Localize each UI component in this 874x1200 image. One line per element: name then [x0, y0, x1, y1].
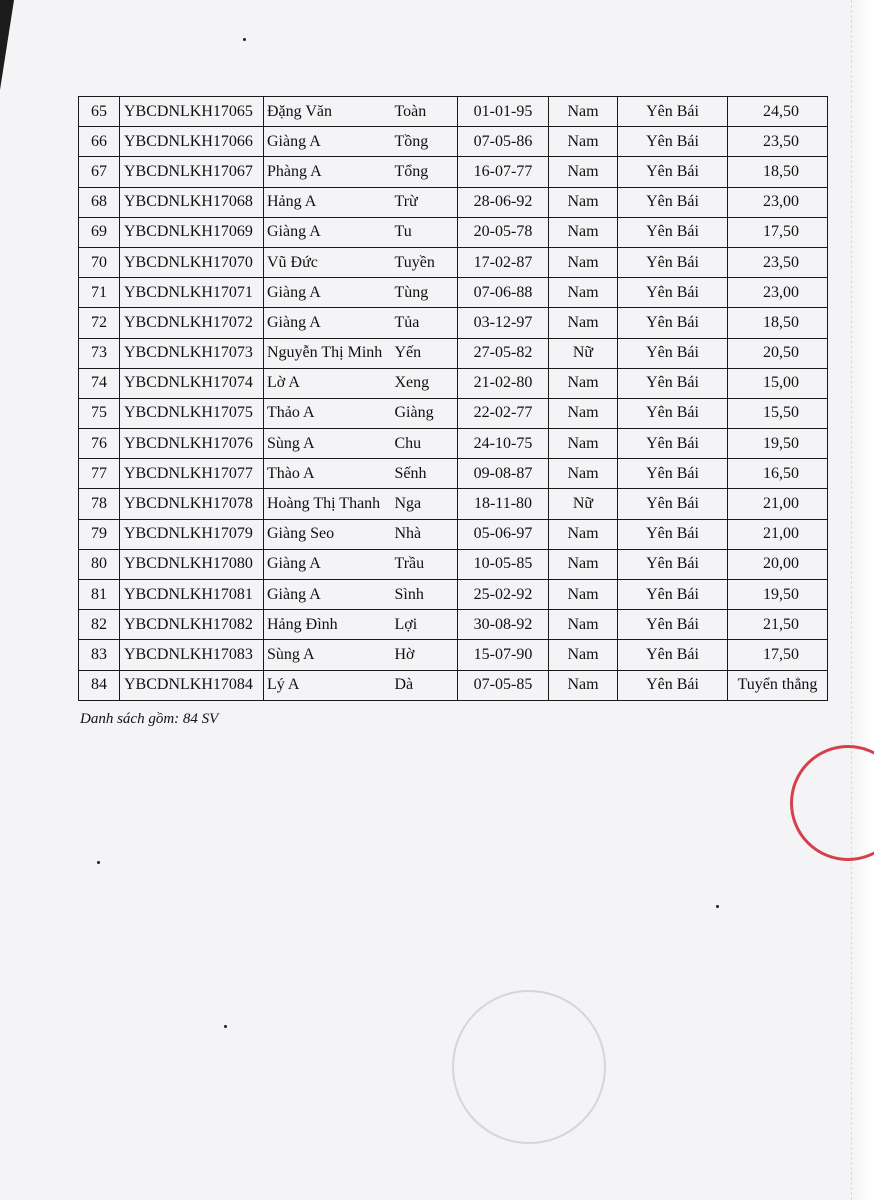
gender-cell: Nam [549, 459, 618, 489]
score-cell: 16,50 [728, 459, 828, 489]
table-row [79, 580, 828, 610]
table-row [79, 429, 828, 459]
score-cell: 23,00 [728, 278, 828, 308]
score-cell: 18,50 [728, 308, 828, 338]
list-summary: Danh sách gồm: 84 SV [80, 711, 219, 727]
score-cell: 20,00 [728, 549, 828, 579]
surname-middle-cell: Hảng Đình [264, 610, 387, 640]
birth-date-cell: 18-11-80 [458, 489, 549, 519]
surname-middle-cell: Sùng A [264, 429, 387, 459]
score-cell: 21,50 [728, 610, 828, 640]
row-number-cell: 71 [79, 278, 120, 308]
province-cell: Yên Bái [618, 187, 728, 217]
given-name-cell: Nhà [387, 519, 458, 549]
surname-middle-cell: Giàng A [264, 217, 387, 247]
gender-cell: Nam [549, 519, 618, 549]
gender-cell: Nam [549, 157, 618, 187]
student-code-cell: YBCDNLKH17069 [120, 217, 264, 247]
table-row [79, 278, 828, 308]
table-row [79, 97, 828, 127]
student-code-cell: YBCDNLKH17074 [120, 368, 264, 398]
student-code-cell: YBCDNLKH17067 [120, 157, 264, 187]
gender-cell: Nam [549, 97, 618, 127]
province-cell: Yên Bái [618, 217, 728, 247]
table-row [79, 217, 828, 247]
student-code-cell: YBCDNLKH17078 [120, 489, 264, 519]
row-number-cell: 69 [79, 217, 120, 247]
score-cell: 23,00 [728, 187, 828, 217]
show-through-seal [452, 990, 606, 1144]
birth-date-cell: 24-10-75 [458, 429, 549, 459]
province-cell: Yên Bái [618, 127, 728, 157]
given-name-cell: Lợi [387, 610, 458, 640]
surname-middle-cell: Đặng Văn [264, 97, 387, 127]
given-name-cell: Tổng [387, 157, 458, 187]
row-number-cell: 76 [79, 429, 120, 459]
table-row [79, 549, 828, 579]
score-cell: 23,50 [728, 247, 828, 277]
row-number-cell: 70 [79, 247, 120, 277]
student-code-cell: YBCDNLKH17071 [120, 278, 264, 308]
surname-middle-cell: Giàng A [264, 308, 387, 338]
birth-date-cell: 03-12-97 [458, 308, 549, 338]
student-code-cell: YBCDNLKH17066 [120, 127, 264, 157]
province-cell: Yên Bái [618, 549, 728, 579]
table-row [79, 308, 828, 338]
student-code-cell: YBCDNLKH17077 [120, 459, 264, 489]
score-cell: 19,50 [728, 429, 828, 459]
province-cell: Yên Bái [618, 278, 728, 308]
surname-middle-cell: Giàng Seo [264, 519, 387, 549]
gender-cell: Nam [549, 187, 618, 217]
given-name-cell: Xeng [387, 368, 458, 398]
given-name-cell: Toàn [387, 97, 458, 127]
gender-cell: Nam [549, 549, 618, 579]
student-code-cell: YBCDNLKH17083 [120, 640, 264, 670]
province-cell: Yên Bái [618, 580, 728, 610]
table-row [79, 127, 828, 157]
table-row [79, 187, 828, 217]
province-cell: Yên Bái [618, 368, 728, 398]
row-number-cell: 83 [79, 640, 120, 670]
folded-corner [0, 0, 14, 90]
student-code-cell: YBCDNLKH17075 [120, 398, 264, 428]
table-row [79, 157, 828, 187]
birth-date-cell: 07-05-85 [458, 670, 549, 700]
surname-middle-cell: Lý A [264, 670, 387, 700]
birth-date-cell: 16-07-77 [458, 157, 549, 187]
surname-middle-cell: Lờ A [264, 368, 387, 398]
student-code-cell: YBCDNLKH17084 [120, 670, 264, 700]
province-cell: Yên Bái [618, 429, 728, 459]
gender-cell: Nam [549, 247, 618, 277]
gender-cell: Nam [549, 368, 618, 398]
given-name-cell: Trừ [387, 187, 458, 217]
given-name-cell: Dà [387, 670, 458, 700]
birth-date-cell: 22-02-77 [458, 398, 549, 428]
table-row [79, 398, 828, 428]
score-cell: 18,50 [728, 157, 828, 187]
red-stamp [790, 745, 874, 861]
student-code-cell: YBCDNLKH17079 [120, 519, 264, 549]
table-row [79, 338, 828, 368]
row-number-cell: 67 [79, 157, 120, 187]
surname-middle-cell: Hảng A [264, 187, 387, 217]
given-name-cell: Tu [387, 217, 458, 247]
student-code-cell: YBCDNLKH17076 [120, 429, 264, 459]
table-row [79, 459, 828, 489]
row-number-cell: 74 [79, 368, 120, 398]
given-name-cell: Tuyền [387, 247, 458, 277]
score-cell: 24,50 [728, 97, 828, 127]
surname-middle-cell: Giàng A [264, 580, 387, 610]
gender-cell: Nam [549, 429, 618, 459]
given-name-cell: Tồng [387, 127, 458, 157]
student-code-cell: YBCDNLKH17068 [120, 187, 264, 217]
row-number-cell: 77 [79, 459, 120, 489]
gender-cell: Nam [549, 127, 618, 157]
given-name-cell: Chu [387, 429, 458, 459]
gender-cell: Nam [549, 217, 618, 247]
score-cell: 23,50 [728, 127, 828, 157]
province-cell: Yên Bái [618, 610, 728, 640]
gender-cell: Nam [549, 640, 618, 670]
score-cell: 21,00 [728, 489, 828, 519]
student-code-cell: YBCDNLKH17081 [120, 580, 264, 610]
birth-date-cell: 20-05-78 [458, 217, 549, 247]
student-code-cell: YBCDNLKH17070 [120, 247, 264, 277]
birth-date-cell: 07-06-88 [458, 278, 549, 308]
birth-date-cell: 28-06-92 [458, 187, 549, 217]
birth-date-cell: 10-05-85 [458, 549, 549, 579]
province-cell: Yên Bái [618, 157, 728, 187]
row-number-cell: 68 [79, 187, 120, 217]
gender-cell: Nam [549, 308, 618, 338]
province-cell: Yên Bái [618, 670, 728, 700]
gender-cell: Nam [549, 610, 618, 640]
table-row [79, 610, 828, 640]
province-cell: Yên Bái [618, 489, 728, 519]
surname-middle-cell: Vũ Đức [264, 247, 387, 277]
given-name-cell: Trầu [387, 549, 458, 579]
table-row [79, 489, 828, 519]
given-name-cell: Hờ [387, 640, 458, 670]
speck [97, 861, 100, 864]
row-number-cell: 82 [79, 610, 120, 640]
birth-date-cell: 27-05-82 [458, 338, 549, 368]
roster-body [79, 97, 828, 701]
table-row [79, 670, 828, 700]
given-name-cell: Giàng [387, 398, 458, 428]
given-name-cell: Sình [387, 580, 458, 610]
page-edge [851, 0, 874, 1200]
score-cell: Tuyển thẳng [728, 670, 828, 700]
province-cell: Yên Bái [618, 459, 728, 489]
table-row [79, 640, 828, 670]
province-cell: Yên Bái [618, 247, 728, 277]
table-row [79, 247, 828, 277]
province-cell: Yên Bái [618, 398, 728, 428]
surname-middle-cell: Hoàng Thị Thanh [264, 489, 387, 519]
table-row [79, 368, 828, 398]
gender-cell: Nữ [549, 338, 618, 368]
surname-middle-cell: Giàng A [264, 549, 387, 579]
surname-middle-cell: Giàng A [264, 278, 387, 308]
student-code-cell: YBCDNLKH17082 [120, 610, 264, 640]
score-cell: 17,50 [728, 640, 828, 670]
birth-date-cell: 25-02-92 [458, 580, 549, 610]
birth-date-cell: 17-02-87 [458, 247, 549, 277]
speck [224, 1025, 227, 1028]
gender-cell: Nam [549, 580, 618, 610]
surname-middle-cell: Giàng A [264, 127, 387, 157]
speck [243, 38, 246, 41]
student-code-cell: YBCDNLKH17080 [120, 549, 264, 579]
surname-middle-cell: Thảo A [264, 398, 387, 428]
row-number-cell: 66 [79, 127, 120, 157]
gender-cell: Nữ [549, 489, 618, 519]
surname-middle-cell: Sùng A [264, 640, 387, 670]
birth-date-cell: 07-05-86 [458, 127, 549, 157]
birth-date-cell: 05-06-97 [458, 519, 549, 549]
student-code-cell: YBCDNLKH17073 [120, 338, 264, 368]
row-number-cell: 65 [79, 97, 120, 127]
row-number-cell: 72 [79, 308, 120, 338]
birth-date-cell: 30-08-92 [458, 610, 549, 640]
birth-date-cell: 01-01-95 [458, 97, 549, 127]
birth-date-cell: 21-02-80 [458, 368, 549, 398]
given-name-cell: Tủa [387, 308, 458, 338]
row-number-cell: 81 [79, 580, 120, 610]
province-cell: Yên Bái [618, 308, 728, 338]
surname-middle-cell: Nguyễn Thị Minh [264, 338, 387, 368]
table-row [79, 519, 828, 549]
birth-date-cell: 09-08-87 [458, 459, 549, 489]
student-code-cell: YBCDNLKH17065 [120, 97, 264, 127]
row-number-cell: 79 [79, 519, 120, 549]
province-cell: Yên Bái [618, 519, 728, 549]
given-name-cell: Tùng [387, 278, 458, 308]
gender-cell: Nam [549, 670, 618, 700]
surname-middle-cell: Thào A [264, 459, 387, 489]
student-code-cell: YBCDNLKH17072 [120, 308, 264, 338]
row-number-cell: 78 [79, 489, 120, 519]
gender-cell: Nam [549, 398, 618, 428]
given-name-cell: Yến [387, 338, 458, 368]
row-number-cell: 80 [79, 549, 120, 579]
row-number-cell: 75 [79, 398, 120, 428]
speck [716, 905, 719, 908]
gender-cell: Nam [549, 278, 618, 308]
score-cell: 15,00 [728, 368, 828, 398]
row-number-cell: 73 [79, 338, 120, 368]
given-name-cell: Sếnh [387, 459, 458, 489]
given-name-cell: Nga [387, 489, 458, 519]
province-cell: Yên Bái [618, 97, 728, 127]
score-cell: 20,50 [728, 338, 828, 368]
score-cell: 21,00 [728, 519, 828, 549]
score-cell: 17,50 [728, 217, 828, 247]
surname-middle-cell: Phàng A [264, 157, 387, 187]
birth-date-cell: 15-07-90 [458, 640, 549, 670]
row-number-cell: 84 [79, 670, 120, 700]
score-cell: 19,50 [728, 580, 828, 610]
student-roster-table [78, 96, 828, 701]
province-cell: Yên Bái [618, 640, 728, 670]
score-cell: 15,50 [728, 398, 828, 428]
province-cell: Yên Bái [618, 338, 728, 368]
